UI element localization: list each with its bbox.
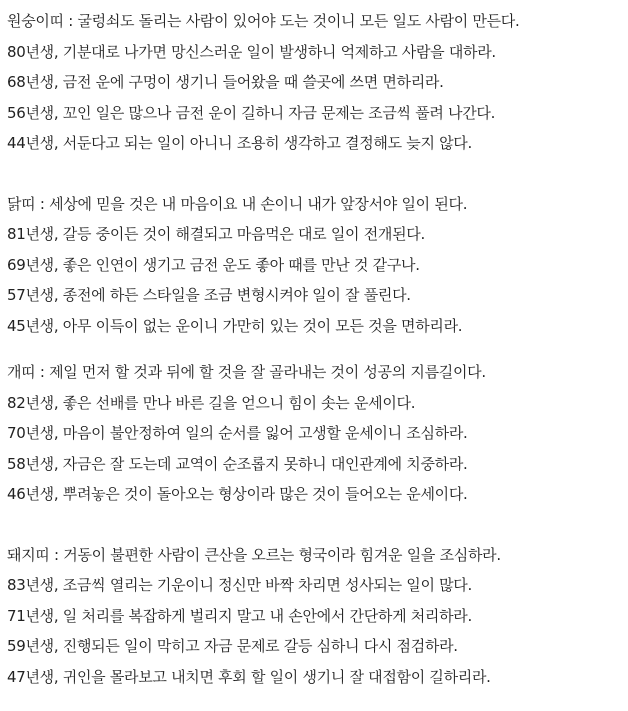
horoscope-line: 59년생, 진행되든 일이 막히고 자금 문제로 갈등 심하니 다시 점검하라. [7,637,458,655]
section-heading-pig: 돼지띠 : 거동이 불편한 사람이 큰산을 오르는 형국이라 힘겨운 일을 조심하라. [7,545,501,564]
horoscope-line: 46년생, 뿌려놓은 것이 돌아오는 형상이라 많은 것이 들어오는 운세이다. [7,485,468,503]
section-monkey [7,6,628,159]
section-spacer [7,510,628,540]
horoscope-line: 69년생, 좋은 인연이 생기고 금전 운도 좋아 때를 만난 것 같구나. [7,255,420,274]
horoscope-line: 47년생, 귀인을 몰라보고 내치면 후회 할 일이 생기니 잘 대접함이 길하리라. [7,667,491,686]
section-heading-rooster: 닭띠 : 세상에 믿을 것은 내 마음이요 내 손이니 내가 앞장서야 일이 된다. [7,194,468,213]
horoscope-line: 56년생, 꼬인 일은 많으나 금전 운이 길하니 자금 문제는 조금씩 풀려 나간다. [7,103,496,122]
section-heading-monkey: 원숭이띠 : 굴렁쇠도 돌리는 사람이 있어야 도는 것이니 모든 일도 사람이 만든다. [7,12,520,30]
horoscope-line: 45년생, 아무 이득이 없는 운이니 가만히 있는 것이 모든 것을 면하리라. [7,316,463,335]
section-heading-dog: 개띠 : 제일 먼저 할 것과 뒤에 할 것을 잘 골라내는 것이 성공의 지름길이다. [7,363,486,381]
horoscope-line: 83년생, 조금씩 열리는 기운이니 정신만 바짝 차리면 성사되는 일이 많다. [7,576,472,594]
section-spacer [7,159,628,189]
horoscope-line: 57년생, 종전에 하든 스타일을 조금 변형시켜야 일이 잘 풀린다. [7,286,411,304]
section-dog [7,357,628,510]
section-pig [7,540,628,693]
section-spacer [7,341,628,357]
section-rooster [7,189,628,342]
horoscope-line: 80년생, 기분대로 나가면 망신스러운 일이 발생하니 억제하고 사람을 대하라. [7,42,496,61]
horoscope-line: 68년생, 금전 운에 구멍이 생기니 들어왔을 때 쓸곳에 쓰면 면하리라. [7,73,444,91]
horoscope-line: 58년생, 자금은 잘 도는데 교역이 순조롭지 못하니 대인관계에 치중하라. [7,454,468,473]
horoscope-line: 82년생, 좋은 선배를 만나 바른 길을 얻으니 힘이 솟는 운세이다. [7,393,416,412]
horoscope-line: 81년생, 갈등 중이든 것이 해결되고 마음먹은 대로 일이 전개된다. [7,225,425,243]
horoscope-line: 44년생, 서둔다고 되는 일이 아니니 조용히 생각하고 결정해도 늦지 않다. [7,134,472,152]
horoscope-line: 70년생, 마음이 불안정하여 일의 순서를 잃어 고생할 운세이니 조심하라. [7,424,468,442]
horoscope-line: 71년생, 일 처리를 복잡하게 벌리지 말고 내 손안에서 간단하게 처리하라. [7,606,472,625]
